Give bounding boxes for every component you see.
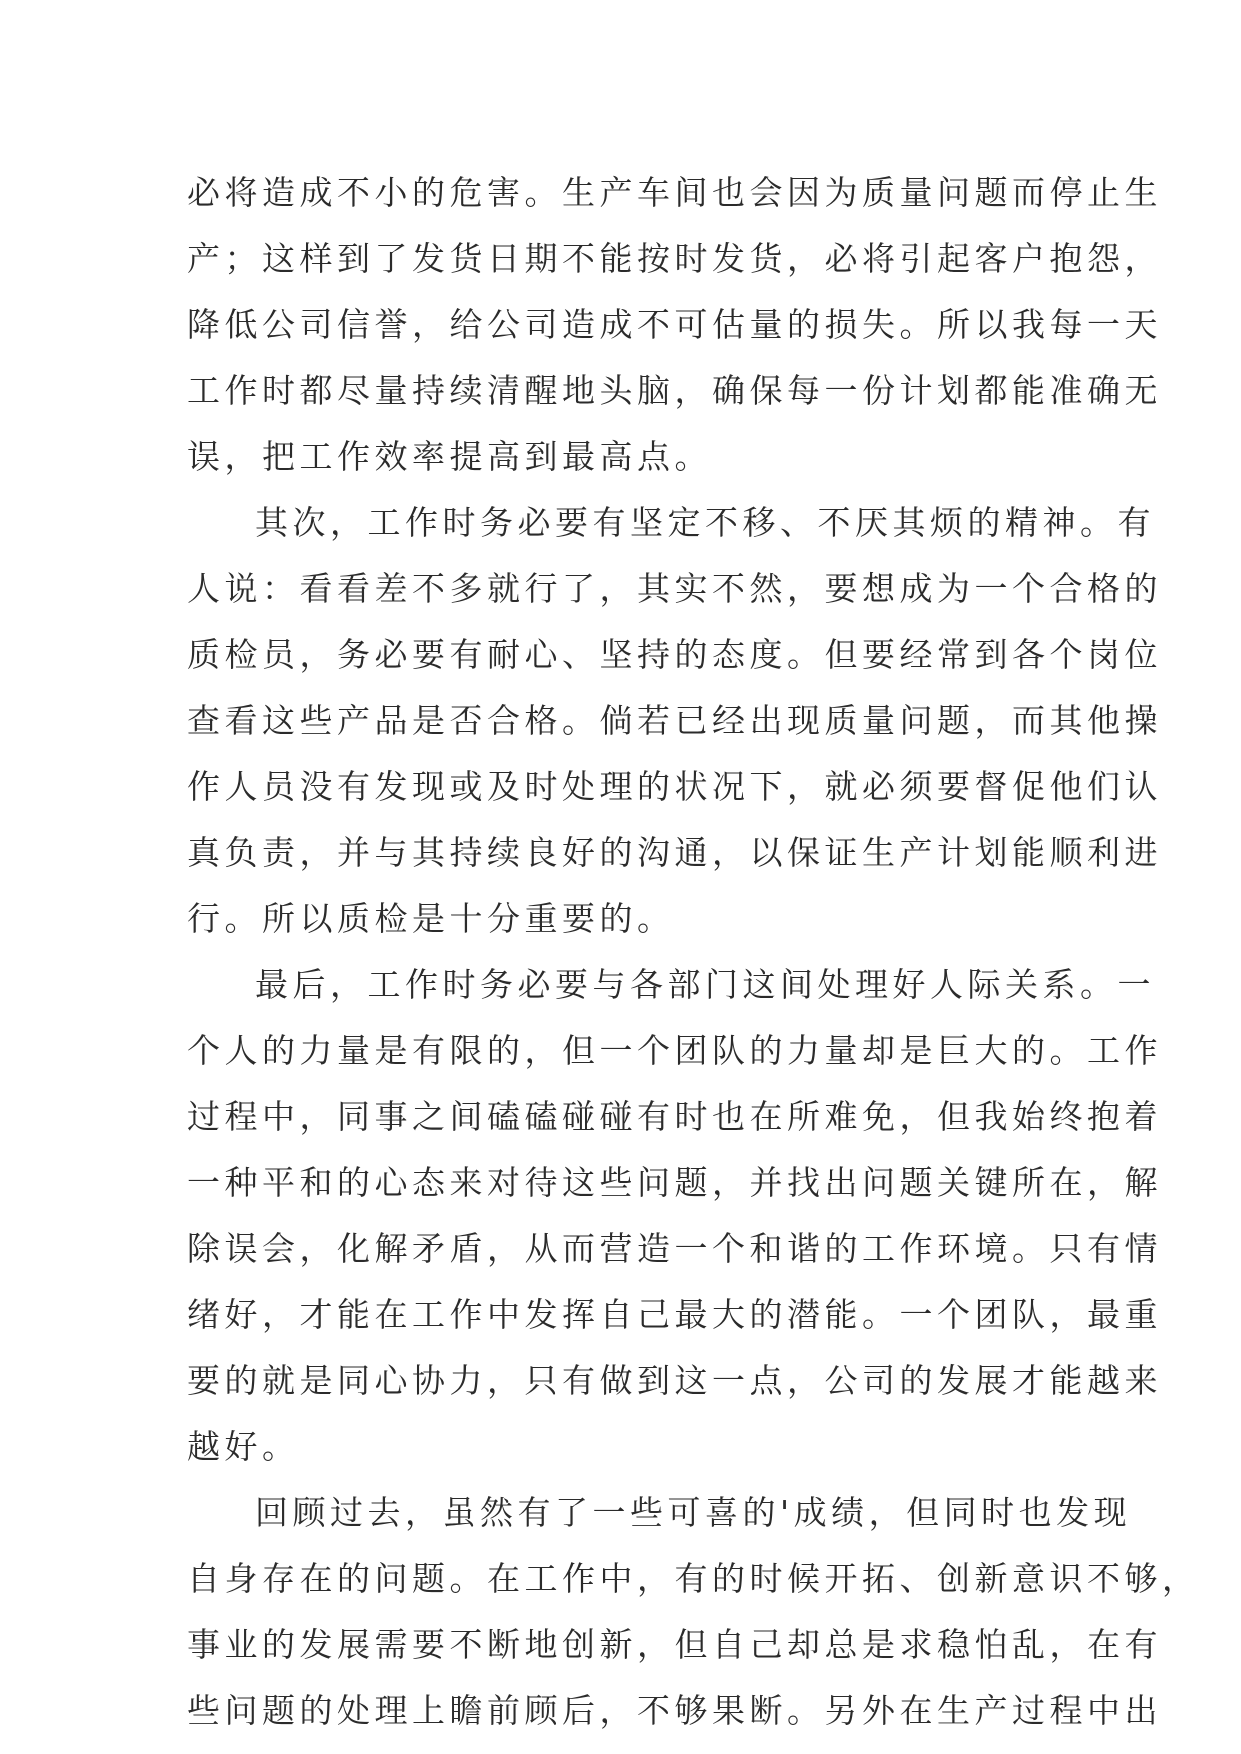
text-line: 误，把工作效率提高到最高点。 — [187, 437, 712, 476]
paragraph-first-line: 其次，工作时务必要有坚定不移、不厌其烦的精神。有 — [255, 503, 1155, 542]
text-line: 行。所以质检是十分重要的。 — [187, 899, 675, 938]
text-line: 一种平和的心态来对待这些问题，并找出问题关键所在，解 — [187, 1163, 1162, 1202]
text-line: 些问题的处理上瞻前顾后，不够果断。另外在生产过程中出 — [187, 1691, 1162, 1730]
text-line: 必将造成不小的危害。生产车间也会因为质量问题而停止生 — [187, 173, 1162, 212]
paragraph-first-line: 回顾过去，虽然有了一些可喜的'成绩，但同时也发现 — [255, 1493, 1132, 1532]
text-line: 要的就是同心协力，只有做到这一点，公司的发展才能越来 — [187, 1361, 1162, 1400]
text-line: 查看这些产品是否合格。倘若已经出现质量问题，而其他操 — [187, 701, 1162, 740]
text-line: 降低公司信誉，给公司造成不可估量的损失。所以我每一天 — [187, 305, 1162, 344]
text-line: 产；这样到了发货日期不能按时发货，必将引起客户抱怨， — [187, 239, 1162, 278]
text-line: 人说：看看差不多就行了，其实不然，要想成为一个合格的 — [187, 569, 1162, 608]
text-line: 事业的发展需要不断地创新，但自己却总是求稳怕乱，在有 — [187, 1625, 1162, 1664]
text-line: 质检员，务必要有耐心、坚持的态度。但要经常到各个岗位 — [187, 635, 1162, 674]
paragraph-first-line: 最后，工作时务必要与各部门这间处理好人际关系。一 — [255, 965, 1155, 1004]
text-line: 绪好，才能在工作中发挥自己最大的潜能。一个团队，最重 — [187, 1295, 1162, 1334]
text-line: 过程中，同事之间磕磕碰碰有时也在所难免，但我始终抱着 — [187, 1097, 1162, 1136]
text-line: 个人的力量是有限的，但一个团队的力量却是巨大的。工作 — [187, 1031, 1162, 1070]
text-line: 越好。 — [187, 1427, 300, 1466]
text-line: 真负责，并与其持续良好的沟通，以保证生产计划能顺利进 — [187, 833, 1162, 872]
text-line: 作人员没有发现或及时处理的状况下，就必须要督促他们认 — [187, 767, 1162, 806]
text-line: 工作时都尽量持续清醒地头脑，确保每一份计划都能准确无 — [187, 371, 1162, 410]
text-line: 除误会，化解矛盾，从而营造一个和谐的工作环境。只有情 — [187, 1229, 1162, 1268]
text-line: 自身存在的问题。在工作中，有的时候开拓、创新意识不够， — [187, 1559, 1200, 1598]
